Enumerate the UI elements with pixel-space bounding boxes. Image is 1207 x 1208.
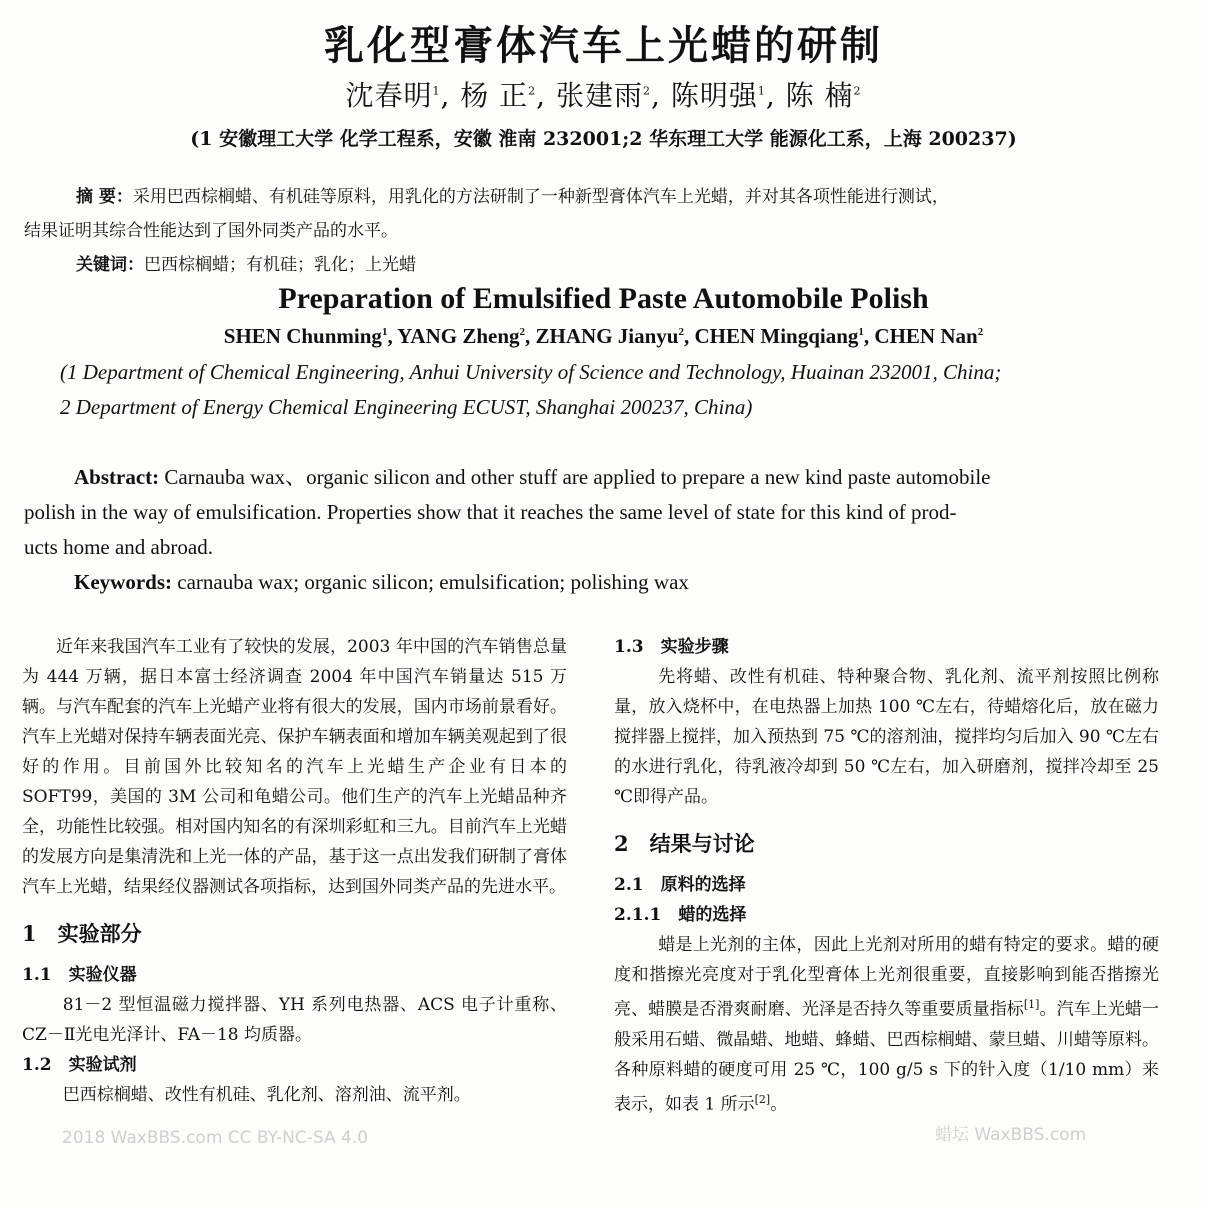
section-heading: 2 结果与讨论 <box>614 831 755 856</box>
author-en: ZHANG Jianyu <box>535 324 679 348</box>
author-en: SHEN Chunming <box>223 324 382 348</box>
paragraph: 81－2 型恒温磁力搅拌器、YH 系列电热器、ACS 电子计重称、CZ－Ⅱ光电光泽计、FA－18 均质器。 <box>22 995 567 1045</box>
abstract-cn-label: 摘 要： <box>76 187 133 207</box>
keywords-cn: 巴西棕榈蜡；有机硅；乳化；上光蜡 <box>144 255 416 275</box>
watermark-right: 蜡坛 WaxBBS.com <box>935 1125 1087 1145</box>
subsection-heading: 2.1.1 蜡的选择 <box>614 905 747 925</box>
abstract-cn <box>24 180 1184 282</box>
author-cn: 杨 正 <box>460 79 529 112</box>
keywords-en-label: Keywords: <box>74 570 172 594</box>
subsection-heading: 2.1 原料的选择 <box>614 875 746 895</box>
authors-en: SHEN Chunming$^1$, YANG Zheng$^2$, ZHANG Jianyu$^2$, CHEN Mingqiang$^1$, CHEN Nan$^2$ <box>223 324 984 348</box>
title-en: Preparation of Emulsified Paste Automobile Polish <box>278 282 929 315</box>
affiliation-en-line1: (1 Department of Chemical Engineering, Anhui University of Science and Technology, Huainan 232001, China; <box>60 360 1002 384</box>
citation: [1] <box>1023 998 1040 1011</box>
author-en: CHEN Mingqiang <box>694 324 859 348</box>
citation: [2] <box>754 1092 771 1106</box>
author-en: CHEN Nan <box>874 324 978 348</box>
author-cn: 沈春明 <box>345 79 433 112</box>
keywords-en: carnauba wax; organic silicon; emulsification; polishing wax <box>177 570 689 594</box>
paragraph: 蜡是上光剂的主体，因此上光剂对所用的蜡有特定的要求。蜡的硬度和揩擦光亮度对于乳化型膏体上光剂很重要，直接影响到能否揩擦光亮、蜡膜是否滑爽耐磨、光泽是否持久等重要质量指标[1]。汽车上光蜡一般采用石蜡、微晶蜡、地蜡、蜂蜡、巴西棕榈蜡、蒙旦蜡、川蜡等原料。各种原料蜡的硬度可用 25 ℃，100 g/5 s 下的针入度（1/10 mm）来表示，如表 1 所示[2]。 <box>614 935 1160 1115</box>
author-cn: 陈明强 <box>670 79 758 112</box>
abstract-cn-line1: 采用巴西棕榈蜡、有机硅等原料，用乳化的方法研制了一种新型膏体汽车上光蜡，并对其各项性能进行测试， <box>132 187 949 207</box>
paragraph: 巴西棕榈蜡、改性有机硅、乳化剂、溶剂油、流平剂。 <box>62 1085 471 1105</box>
abstract-en-line1: Carnauba wax、organic silicon and other stuff are applied to prepare a new kind paste automobile <box>164 465 991 489</box>
left-column <box>22 632 567 1110</box>
abstract-cn-line2: 结果证明其综合性能达到了国外同类产品的水平。 <box>24 221 398 241</box>
affiliation-cn: (1 安徽理工大学 化学工程系，安徽 淮南 232001;2 华东理工大学 能源化工系，上海 200237) <box>190 128 1017 150</box>
abstract-en-line3: ucts home and abroad. <box>24 535 213 559</box>
authors-cn: 沈春明$^1$, 杨 正$^2$, 张建雨$^2$, 陈明强$^1$, 陈 楠$^2$ <box>345 79 862 112</box>
affiliation-en-line2: 2 Department of Energy Chemical Engineering ECUST, Shanghai 200237, China) <box>60 395 753 419</box>
title-cn: 乳化型膏体汽车上光蜡的研制 <box>324 23 883 69</box>
right-column <box>614 632 1159 1119</box>
abstract-en-line2: polish in the way of emulsification. Properties show that it reaches the same level of state for this kind of prod- <box>24 500 957 524</box>
author-cn: 张建雨 <box>555 79 643 112</box>
keywords-cn-label: 关键词： <box>76 255 144 275</box>
paragraph: 先将蜡、改性有机硅、特种聚合物、乳化剂、流平剂按照比例称量，放入烧杯中，在电热器上加热 100 ℃左右，待蜡熔化后，放在磁力搅拌器上搅拌，加入预热到 75 ℃的溶剂油，搅拌均匀后加入 90 ℃左右的水进行乳化，待乳液冷却到 50 ℃左右，加入研磨剂，搅拌冷却至 25 ℃即得产品。 <box>614 667 1159 807</box>
watermark-left: 2018 WaxBBS.com CC BY-NC-SA 4.0 <box>62 1128 369 1148</box>
subsection-heading: 1.2 实验试剂 <box>22 1055 137 1075</box>
subsection-heading: 1.3 实验步骤 <box>614 637 729 657</box>
abstract-en-label: Abstract: <box>74 465 160 489</box>
author-cn: 陈 楠 <box>785 79 854 112</box>
section-heading: 1 实验部分 <box>22 921 142 946</box>
subsection-heading: 1.1 实验仪器 <box>22 965 137 985</box>
intro-paragraph: 近年来我国汽车工业有了较快的发展，2003 年中国的汽车销售总量为 444 万辆，据日本富士经济调查 2004 年中国汽车销量达 515 万辆。与汽车配套的汽车上光蜡产业将有很大的发展，国内市场前景看好。汽车上光蜡对保持车辆表面光亮、保护车辆表面和增加车辆美观起到了很好的作用。目前国外比较知名的汽车上光蜡生产企业有日本的SOFT99，美国的 3M 公司和龟蜡公司。他们生产的汽车上光蜡品种齐全，功能性比较强。相对国内知名的有深圳彩虹和三九。目前汽车上光蜡的发展方向是集清洗和上光一体的产品，基于这一点出发我们研制了膏体汽车上光蜡，结果经仪器测试各项指标，达到国外同类产品的先进水平。 <box>22 637 567 897</box>
abstract-en <box>24 460 1184 600</box>
author-en: YANG Zheng <box>397 324 520 348</box>
